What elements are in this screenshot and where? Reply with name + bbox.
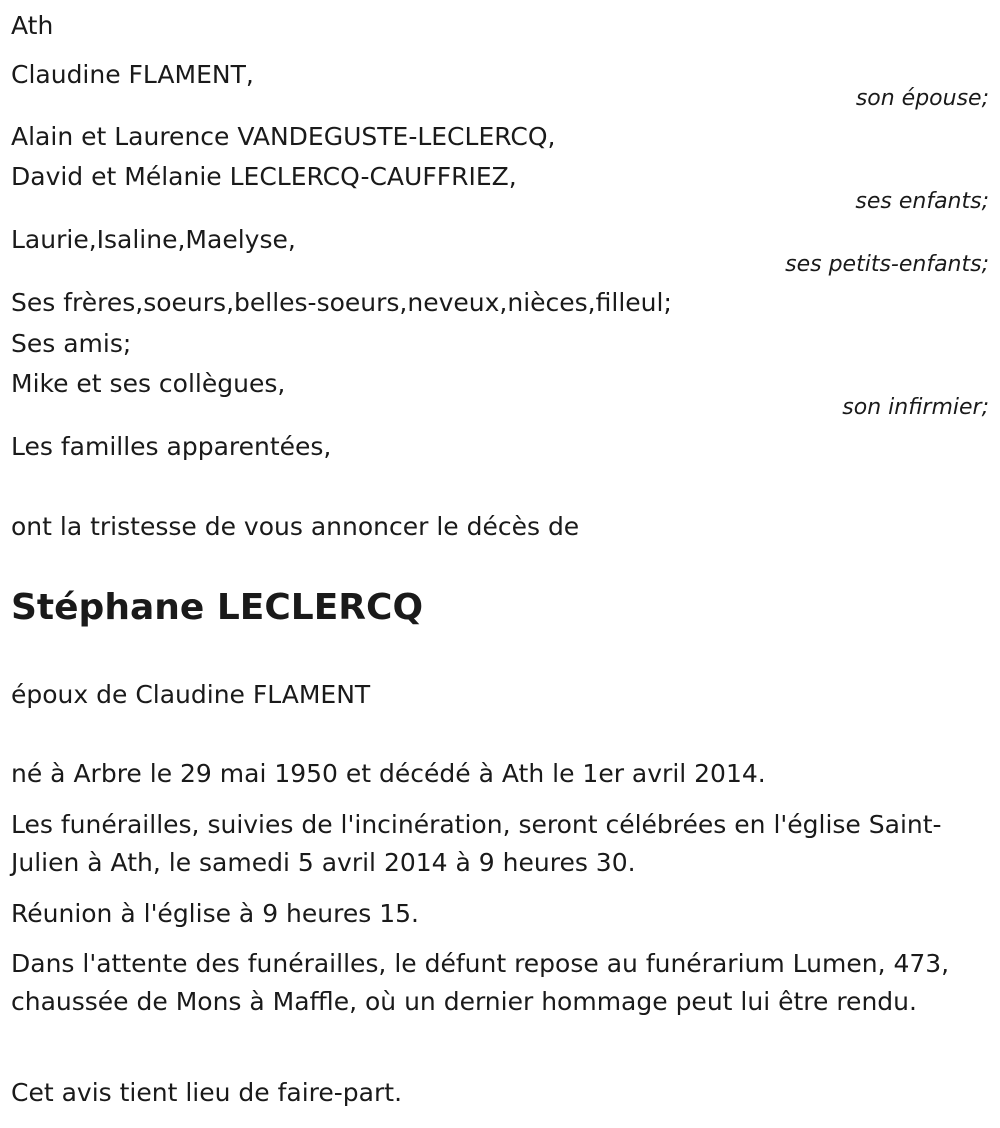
children-role: ses enfants;: [855, 189, 989, 214]
relatives: Les familles apparentées,: [11, 432, 332, 461]
nurse-role: son infirmier;: [842, 395, 989, 420]
birth-death: né à Arbre le 29 mai 1950 et décédé à Ath le 1er avril 2014.: [11, 759, 766, 788]
siblings: Ses frères,soeurs,belles-soeurs,neveux,nièces,filleul;: [11, 288, 672, 317]
spouse-of: époux de Claudine FLAMENT: [11, 680, 371, 709]
announcement-intro: ont la tristesse de vous annoncer le décès de: [11, 512, 580, 541]
nurse: Mike et ses collègues,: [11, 369, 286, 398]
spouse-name: Claudine FLAMENT,: [11, 60, 254, 89]
deceased-name: Stéphane LECLERCQ: [11, 587, 424, 628]
rest-location: Dans l'attente des funérailles, le défunt repose au funérarium Lumen, 473, chaussée de Mons à Maffle, où un dernier hommage peut lui être rendu.: [11, 949, 950, 1016]
meeting-time: Réunion à l'église à 9 heures 15.: [11, 899, 419, 928]
grandchildren-role: ses petits-enfants;: [785, 252, 989, 277]
city-label: Ath: [11, 11, 54, 40]
grandchildren: Laurie,Isaline,Maelyse,: [11, 225, 296, 254]
notice: Cet avis tient lieu de faire-part.: [11, 1078, 403, 1107]
friends: Ses amis;: [11, 329, 132, 358]
funeral-details: Les funérailles, suivies de l'incinération, seront célébrées en l'église Saint-Julien à Ath, le samedi 5 avril 2014 à 9 heures 30.: [11, 810, 942, 877]
child-1: Alain et Laurence VANDEGUSTE-LECLERCQ,: [11, 122, 556, 151]
child-2: David et Mélanie LECLERCQ-CAUFFRIEZ,: [11, 162, 517, 191]
spouse-role: son épouse;: [855, 86, 989, 111]
